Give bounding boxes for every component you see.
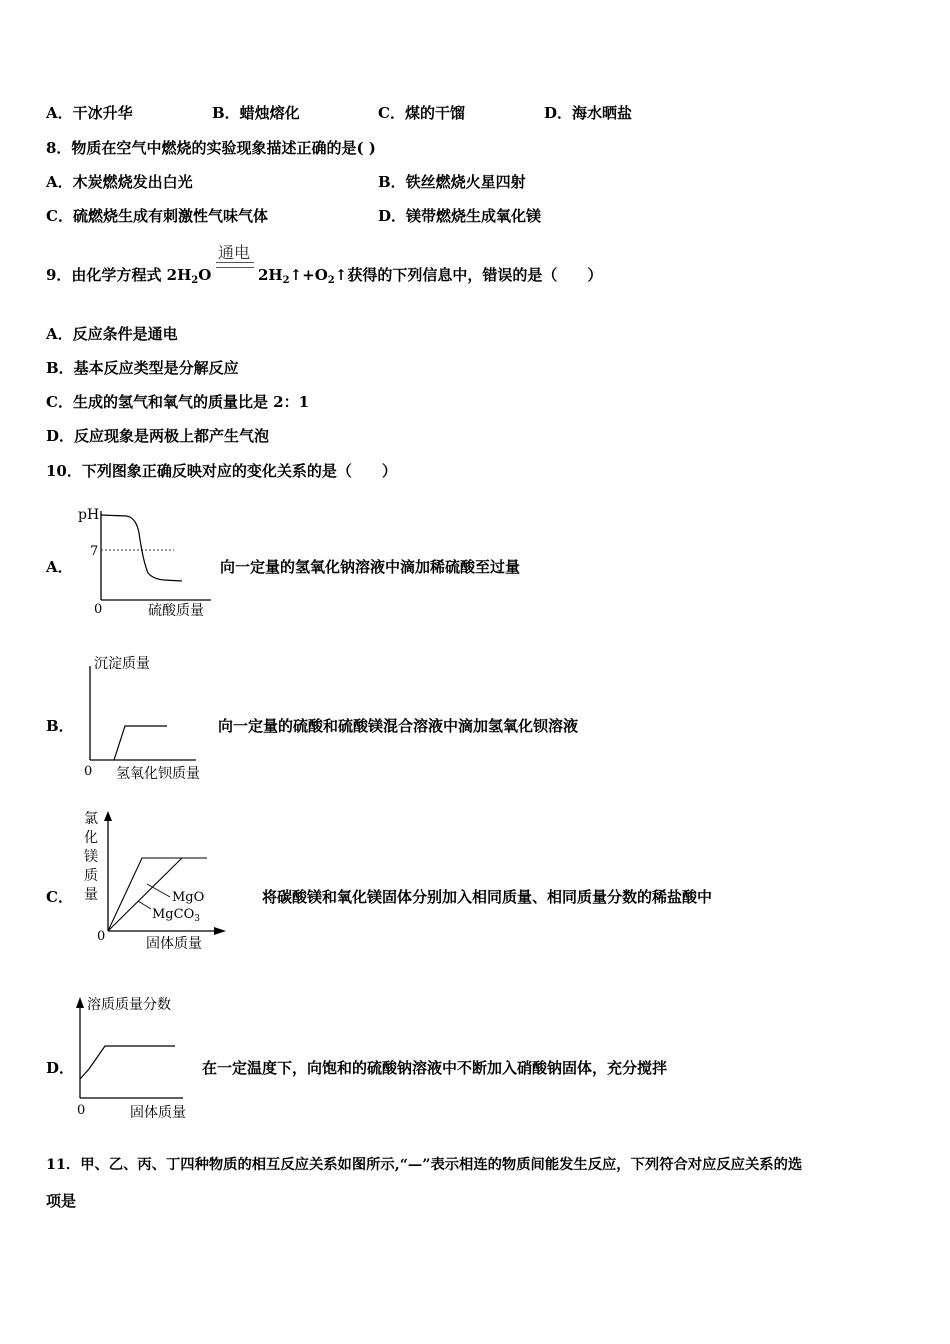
q8-option-d: D．镁带燃烧生成氧化镁: [378, 207, 542, 225]
q10-c-x-arrow: [214, 927, 226, 935]
q10-c-mgco3-base: MgCO: [152, 907, 195, 922]
q9-sub-2: 2: [191, 275, 199, 286]
q10-b-curve: [114, 726, 167, 760]
q9-equal-sign: [216, 262, 254, 268]
q10-d-origin: 0: [77, 1103, 86, 1118]
q10-a-desc: 向一定量的氢氧化钠溶液中滴加稀硫酸至过量: [220, 558, 521, 576]
q10-a-ref-value: 7: [90, 544, 99, 559]
q10-a-origin: 0: [94, 602, 103, 617]
q10-stem: 10．下列图象正确反映对应的变化关系的是（ ）: [46, 462, 397, 480]
q10-b-origin: 0: [84, 764, 93, 779]
q9-stem-prefix: 9．由化学方程式 2H: [46, 266, 192, 284]
q10-b-y-label: 沉淀质量: [94, 656, 150, 672]
q10-c-y-char-1: 氯: [84, 811, 98, 827]
q10-b-x-label: 氢氧化钡质量: [116, 766, 200, 782]
q11-stem-line1: 11．甲、乙、丙、丁四种物质的相互反应关系如图所示,“—”表示相连的物质间能发生反应，下列符合对应反应关系的选: [46, 1157, 803, 1173]
q9-eq-sub3: 2: [327, 275, 335, 286]
q10-d-y-arrow: [76, 997, 84, 1008]
q10-c-y-char-3: 镁: [84, 849, 98, 865]
q10-c-origin: 0: [97, 929, 106, 944]
q10-c-x-label: 固体质量: [146, 936, 202, 952]
q10-c-series-mgo: MgO: [172, 890, 205, 905]
q8-option-b: B．铁丝燃烧火星四射: [378, 173, 526, 191]
q10-a-y-label: pH: [78, 507, 100, 523]
q10-c-mgco3-sub: 3: [194, 914, 200, 924]
q9-option-b: B．基本反应类型是分解反应: [46, 359, 239, 377]
q8-option-c: C．硫燃烧生成有刺激性气味气体: [46, 207, 268, 225]
q9-eq-part2: ↑+O: [289, 266, 328, 284]
q7-option-a: A．干冰升华: [46, 104, 133, 122]
q9-equation-products: [258, 264, 602, 286]
q9-stem: [46, 264, 211, 286]
q10-c-y-char-4: 质: [84, 868, 98, 884]
q10-d-label: D．: [46, 1059, 75, 1077]
q10-c-y-char-2: 化: [84, 830, 98, 846]
q10-b-desc: 向一定量的硫酸和硫酸镁混合溶液中滴加氢氧化钡溶液: [218, 717, 579, 735]
q8-stem: 8．物质在空气中燃烧的实验现象描述正确的是( ): [46, 139, 376, 157]
q10-a-x-label: 硫酸质量: [148, 603, 204, 619]
q9-option-d: D．反应现象是两极上都产生气泡: [46, 427, 270, 445]
q7-option-c: C．煤的干馏: [378, 104, 465, 122]
q9-eq-part3: ↑获得的下列信息中，错误的是（ ）: [334, 266, 603, 284]
q10-b-label: B．: [46, 717, 74, 735]
q10-c-label: C．: [46, 888, 73, 906]
q10-c-desc: 将碳酸镁和氧化镁固体分别加入相同质量、相同质量分数的稀盐酸中: [262, 888, 713, 906]
q10-d-y-label: 溶质质量分数: [87, 997, 171, 1013]
q9-reaction-condition: 通电: [218, 243, 251, 262]
q10-c-y-char-5: 量: [84, 887, 98, 903]
q10-c-mgco3-pointer: [138, 901, 151, 909]
q10-c-mgo-pointer: [147, 884, 170, 897]
q9-option-a: A．反应条件是通电: [46, 325, 178, 343]
q9-option-c: C．生成的氢气和氧气的质量比是 2：1: [46, 393, 310, 411]
q10-c-graph: [82, 806, 242, 956]
q10-c-series-mgco3: [152, 907, 200, 924]
q7-option-d: D．海水晒盐: [544, 104, 633, 122]
q10-d-desc: 在一定温度下，向饱和的硫酸钠溶液中不断加入硝酸钠固体，充分搅拌: [202, 1059, 668, 1077]
q8-option-a: A．木炭燃烧发出白光: [46, 173, 193, 191]
q10-b-graph: [78, 654, 228, 784]
q10-d-curve: [80, 1046, 175, 1079]
q10-a-label: A．: [46, 558, 73, 576]
q10-c-y-arrow: [104, 811, 112, 821]
q11-stem-line2: 项是: [46, 1192, 77, 1210]
q10-a-graph: [76, 503, 226, 618]
q9-eq-sub2: 2: [282, 275, 290, 286]
q10-a-curve: [101, 515, 182, 581]
q9-stem-mid: O: [198, 266, 212, 284]
q10-d-x-label: 固体质量: [130, 1105, 186, 1121]
q9-eq-part1: 2H: [258, 266, 283, 284]
q7-option-b: B．蜡烛熔化: [212, 104, 300, 122]
